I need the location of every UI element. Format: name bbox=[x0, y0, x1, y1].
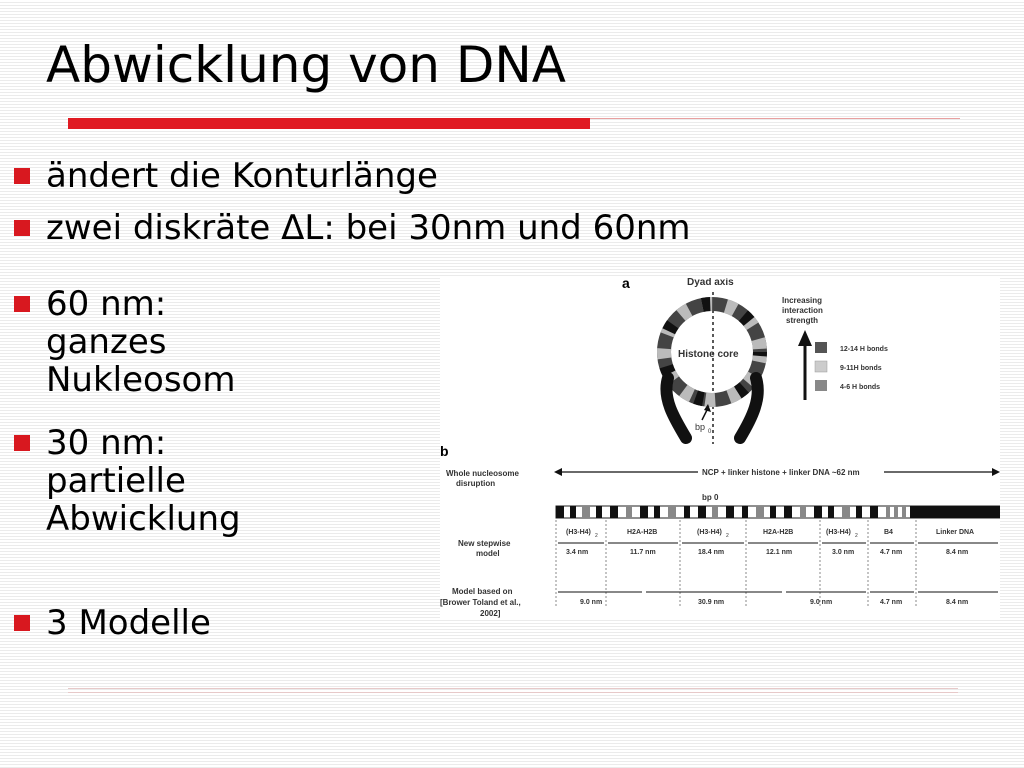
segment-sub: 2 bbox=[595, 533, 598, 539]
bullet-text: 3 Modelle bbox=[46, 603, 211, 643]
row3-length: 4.7 nm bbox=[880, 599, 903, 606]
nucleosome-figure bbox=[440, 278, 1000, 620]
segment-length: 18.4 nm bbox=[698, 549, 725, 556]
row3-length: 30.9 nm bbox=[698, 599, 725, 606]
histone-core-label: Histone core bbox=[678, 349, 739, 360]
row3-length: 9.0 nm bbox=[580, 599, 603, 606]
legend-swatch bbox=[815, 342, 827, 353]
bullet-item bbox=[14, 285, 235, 399]
bullet-text: 30 nm: partielle Abwicklung bbox=[46, 423, 241, 539]
strength-arrow-head-icon bbox=[798, 330, 812, 346]
row1-span-label: NCP + linker histone + linker DNA ~62 nm bbox=[702, 468, 860, 477]
bullet-item bbox=[14, 157, 438, 195]
row2-label-2: model bbox=[476, 549, 500, 558]
bp-sub-label: 0 bbox=[708, 429, 712, 435]
segment-length: 8.4 nm bbox=[946, 549, 969, 556]
row3-label-3: 2002] bbox=[480, 609, 501, 618]
footer-divider bbox=[68, 688, 958, 689]
row3-length: 9.0 nm bbox=[810, 599, 833, 606]
bullet-item bbox=[14, 424, 241, 538]
red-square-bullet-icon bbox=[14, 220, 30, 236]
legend-label: 9-11H bonds bbox=[840, 365, 882, 372]
segment-name: H2A-H2B bbox=[627, 529, 658, 536]
bullet-item bbox=[14, 604, 211, 642]
segment-name: H2A-H2B bbox=[763, 529, 794, 536]
bullet-text: ändert die Konturlänge bbox=[46, 156, 438, 196]
segment-name: Linker DNA bbox=[936, 529, 975, 536]
row3-label-2: [Brower Toland et al., bbox=[440, 598, 521, 607]
bp-label: bp bbox=[695, 422, 706, 432]
nucleosome-figure-svg bbox=[440, 278, 1000, 620]
row1-label-2: disruption bbox=[456, 479, 496, 488]
slide-title: Abwicklung von DNA bbox=[46, 36, 566, 94]
row3-label-1: Model based on bbox=[452, 587, 513, 596]
bullet-item bbox=[14, 209, 691, 247]
arrow-left-icon bbox=[554, 468, 562, 476]
row3-length: 8.4 nm bbox=[946, 599, 969, 606]
segment-sub: 2 bbox=[855, 533, 858, 539]
panel-b-label: b bbox=[440, 443, 449, 459]
segment-sub: 2 bbox=[726, 533, 729, 539]
row1-label-1: Whole nucleosome bbox=[446, 469, 519, 478]
title-underline-accent bbox=[68, 118, 590, 129]
row2-label-1: New stepwise bbox=[458, 539, 511, 548]
segment-name: (H3-H4) bbox=[697, 529, 722, 536]
panel-a-label: a bbox=[622, 278, 630, 291]
arrow-right-icon bbox=[992, 468, 1000, 476]
segment-length: 12.1 nm bbox=[766, 549, 793, 556]
segment-length: 4.7 nm bbox=[880, 549, 903, 556]
legend-swatch bbox=[815, 380, 827, 391]
segment-length: 11.7 nm bbox=[630, 549, 656, 556]
dyad-axis-label: Dyad axis bbox=[687, 278, 734, 288]
title-underline-thin bbox=[590, 118, 960, 119]
red-square-bullet-icon bbox=[14, 296, 30, 312]
bullet-text: zwei diskräte ΔL: bei 30nm und 60nm bbox=[46, 208, 691, 248]
red-square-bullet-icon bbox=[14, 168, 30, 184]
segment-name: B4 bbox=[884, 529, 893, 536]
legend-label: 12-14 H bonds bbox=[840, 346, 888, 353]
footer-divider bbox=[68, 692, 958, 693]
bullet-text: 60 nm: ganzes Nukleosom bbox=[46, 284, 236, 400]
legend-swatch bbox=[815, 361, 827, 372]
bp0-label: bp 0 bbox=[702, 493, 719, 502]
arrow-label-2: interaction bbox=[782, 306, 823, 315]
segment-name: (H3-H4) bbox=[566, 529, 591, 536]
arrow-label-1: Increasing bbox=[782, 296, 823, 305]
segment-length: 3.4 nm bbox=[566, 549, 589, 556]
red-square-bullet-icon bbox=[14, 615, 30, 631]
legend-label: 4-6 H bonds bbox=[840, 384, 881, 391]
segment-length: 3.0 nm bbox=[832, 549, 855, 556]
arrow-label-3: strength bbox=[786, 316, 818, 325]
red-square-bullet-icon bbox=[14, 435, 30, 451]
segment-name: (H3-H4) bbox=[826, 529, 851, 536]
row2-dividers bbox=[556, 520, 916, 608]
